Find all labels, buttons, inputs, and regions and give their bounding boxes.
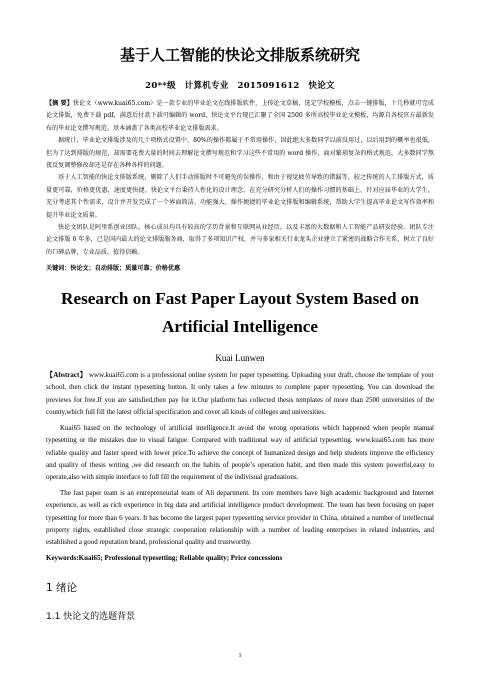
subsection-heading: 1.1 快论文的选题背景 bbox=[46, 612, 136, 623]
chinese-abstract-label: 【摘 要】 bbox=[46, 100, 73, 107]
chinese-abstract-paragraph: 【摘 要】快论文（www.kuai65.com）是一款专业的毕业论文在线排版软件，上传论文草稿，选定学校模板，点击一键排版，十几秒就可完成论文排版，免费下载 pdf，满意后付款下载可编辑的 word，快论文平台现已汇聚了全国 2500 多所高校毕业论文模板，均源自各校官方最新发布的毕业论文撰写规范。基本涵盖了各类高校毕业论文排版需求。 bbox=[46, 100, 434, 132]
english-abstract-label: 【Abstract】 bbox=[46, 371, 87, 380]
english-abstract-paragraph: Kuai65 based on the technology of artificial intelligence.It avoid the wrong operations which happened when people manual typesetting or the mistakes due to visual fatigue. Compared with traditional way of artificial typesetting. www.kuai65.com has more reliable quality and faster speed with lower price.To achieve the concept of humanized design and help students improve the efficiency and quality of thesis writing ,we did research on the habits of people’s operation habit, and then made this system powerful,easy to operate,also with simple interface to full fill the requirement of the indivisual graduations. bbox=[46, 424, 434, 481]
english-author: Kuai Lunwen bbox=[215, 353, 265, 364]
chinese-abstract-paragraph: 据统计，毕业论文排版涉及的几十项格式设置中，80%的操作都属于不常用操作，因此绝大多数同学以前没用过，以后用到的概率也很低，但为了达到排版的规范，却需要花费大量的时间去理解论文撰写规范和学习这些不常用的 word 操作，面对繁琐复杂的格式规范，大多数同学熬夜反复调整修改却还是存在各种各样的问题。 bbox=[46, 137, 434, 170]
chinese-keywords: 关键词：快论文；自动排版；质量可靠；价格优惠 bbox=[46, 265, 181, 273]
section-heading: 1 绪论 bbox=[46, 582, 78, 595]
chinese-abstract-paragraph: 快论文团队是阿里系创业团队，核心成员均具有较高的学历背景和互联网从业经历，以及丰富的大数据和人工智能产品研发经验。团队专注论文排版 6 年多，已是国内最大的论文排版服务商，取得了多项知识产权，并与多家相关行业龙头企业建立了紧密的战略合作关系，树立了良好的口碑品牌，专业品质，值得信赖。 bbox=[46, 224, 434, 256]
english-abstract-paragraph: 【Abstract】 www.kuai65.com is a professional online system for paper typesetting. Uploading your draft, choose the template of your school, then click the instant typesetting button. It only takes a few minutes to complete paper typesetting, You can download the previews for free.If you are satisfied,then pay for it.Our platform has collected thesis templates of more than 2500 universities of the county,which full fill the latest official specification and cover all kinds of colleges and universities. bbox=[46, 371, 434, 416]
page-number: 1 bbox=[238, 652, 242, 659]
chinese-abstract-paragraph: 基于人工智能的快论文排版系统，剔除了人们手动排版时不可避免的误操作，和由于视觉疲劳导致的错漏等，较之传统的人工排版方式，质量更可靠，价格更优惠，速度更快捷。快论文平台秉持人性化的设计理念，在充分研究分析人们的操作习惯的基础上，针对应届毕业的大学生，充分考虑其个性需求，设计并开发完成了一个界面简洁、功能强大、操作便捷的毕业论文排版和编辑系统，帮助大学生提高毕业论文写作效率和提升毕业论文质量。 bbox=[46, 174, 434, 219]
english-abstract bbox=[46, 369, 434, 548]
english-title: Research on Fast Paper Layout System Based on Artificial Intelligence bbox=[61, 289, 419, 337]
chinese-abstract bbox=[46, 98, 434, 259]
chinese-title: 基于人工智能的快论文排版系统研究 bbox=[119, 46, 360, 64]
chinese-author-line: 20**级 计算机专业 2015091612 快论文 bbox=[145, 81, 335, 91]
english-abstract-paragraph: The fast paper team is an entrepreneurial team of Ali department. Its core members have high academic background and Internet experience, as well as rich experience in big data and artificial intelligence product development. The team has been focusing on paper typesetting for more than 6 years. It has become the largest paper typesetting service provider in China, obtained a number of intellectual property rights, established close strategic cooperation relationship with a number of leading enterprises in related industries, and established a good reputation brand, professional quality and trustworthy. bbox=[46, 489, 434, 546]
english-keywords: Keywords:Kuai65; Professional typesetting; Reliable quality; Price concessions bbox=[46, 554, 283, 563]
